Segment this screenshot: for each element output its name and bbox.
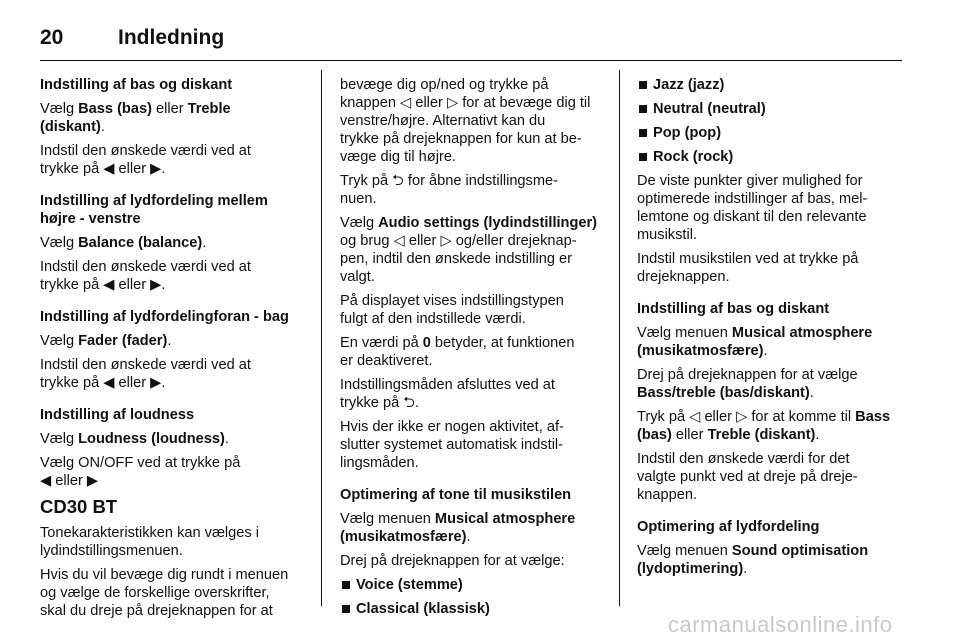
column-1 bbox=[40, 76, 302, 626]
text-line: Vælg menuen Musical atmosphere bbox=[637, 325, 873, 341]
text-line: Vælg Fader (fader). bbox=[40, 333, 172, 349]
column-2 bbox=[340, 76, 606, 624]
paragraph: bevæge dig op/ned og trykke på knappen ◁ eller ▷ for at bevæge dig til venstre/højre. Alternativt kan du trykke på drejeknappen for kun at be- væge dig til højre. bbox=[340, 77, 591, 165]
section-heading: Optimering af lydfordeling bbox=[637, 519, 820, 535]
section-heading: Optimering af tone til musikstilen bbox=[340, 487, 572, 503]
page-header bbox=[40, 18, 902, 58]
text-line: Vælg menuen Musical atmosphere bbox=[340, 511, 576, 527]
paragraph: Drej på drejeknappen for at vælge Bass/treble (bas/diskant). bbox=[637, 367, 858, 401]
section-title: CD30 BT bbox=[40, 496, 118, 517]
paragraph: En værdi på 0 betyder, at funktionen er deaktiveret. bbox=[340, 335, 575, 369]
section-heading: Indstilling af bas og diskant bbox=[637, 301, 830, 317]
paragraph: Tonekarakteristikken kan vælges i lydindstillingsmenuen. bbox=[40, 525, 260, 559]
chapter-title: Indledning bbox=[118, 26, 225, 49]
bullet-square-icon bbox=[639, 81, 647, 89]
paragraph: Indstil den ønskede værdi ved at trykke på ◀ eller ▶. bbox=[40, 143, 251, 177]
paragraph: Hvis der ikke er nogen aktivitet, af- slutter systemet automatisk indstil- lingsmåden. bbox=[340, 419, 564, 471]
list-item: Neutral (neutral) bbox=[637, 100, 905, 118]
section-heading: Indstilling af bas og diskant bbox=[40, 77, 233, 93]
paragraph: Indstil den ønskede værdi ved at trykke på ◀ eller ▶. bbox=[40, 259, 251, 293]
paragraph: Vælg ON/OFF ved at trykke på ◀ eller ▶ bbox=[40, 455, 241, 489]
paragraph: Tryk på ◁ eller ▷ for at komme til Bass (bas) eller Treble (diskant). bbox=[637, 409, 891, 443]
list-item: Pop (pop) bbox=[637, 124, 905, 142]
paragraph: Vælg Audio settings (lydindstillinger) og brug ◁ eller ▷ og/eller drejeknap- pen, indtil den ønskede indstilling er valgt. bbox=[340, 215, 598, 285]
text-line: Vælg menuen Sound optimisation bbox=[637, 543, 869, 559]
paragraph: Indstil den ønskede værdi ved at trykke på ◀ eller ▶. bbox=[40, 357, 251, 391]
header-divider bbox=[40, 60, 902, 61]
bullet-square-icon bbox=[639, 105, 647, 113]
section-heading: Indstilling af lydfordeling mellem højre - venstre bbox=[40, 193, 268, 227]
paragraph: Indstil den ønskede værdi for det valgte punkt ved at dreje på dreje- knappen. bbox=[637, 451, 858, 503]
bullet-square-icon bbox=[639, 153, 647, 161]
paragraph: Drej på drejeknappen for at vælge: bbox=[340, 553, 565, 569]
list-item: Jazz (jazz) bbox=[637, 76, 905, 94]
column-divider bbox=[619, 70, 620, 606]
section-heading: Indstilling af lydfordelingforan - bag bbox=[40, 309, 289, 325]
column-divider bbox=[321, 70, 322, 606]
watermark: carmanualsonline.info bbox=[668, 612, 893, 637]
paragraph: Indstil musikstilen ved at trykke på drejeknappen. bbox=[637, 251, 859, 285]
column-3 bbox=[637, 76, 905, 584]
paragraph: Tryk på ⮌ for åbne indstillingsme- nuen. bbox=[340, 173, 558, 207]
list-item: Classical (klassisk) bbox=[340, 600, 606, 618]
text-line: (musikatmosfære). bbox=[637, 343, 768, 359]
paragraph: De viste punkter giver mulighed for optimerede indstillinger af bas, mel- lemtone og diskant til den relevante musikstil. bbox=[637, 173, 868, 243]
text-line: (lydoptimering). bbox=[637, 561, 748, 577]
paragraph: Indstillingsmåden afsluttes ved at trykke på ⮌. bbox=[340, 377, 555, 411]
text-line: Vælg Bass (bas) eller Treble bbox=[40, 101, 231, 117]
bullet-square-icon bbox=[342, 605, 350, 613]
paragraph: På displayet vises indstillingstypen fulgt af den indstillede værdi. bbox=[340, 293, 564, 327]
text-line: Vælg Loudness (loudness). bbox=[40, 431, 229, 447]
list-item: Voice (stemme) bbox=[340, 576, 606, 594]
page-number: 20 bbox=[40, 26, 64, 49]
text-line: (musikatmosfære). bbox=[340, 529, 471, 545]
text-line: Vælg Balance (balance). bbox=[40, 235, 207, 251]
list-item: Rock (rock) bbox=[637, 148, 905, 166]
bullet-square-icon bbox=[639, 129, 647, 137]
text-line: (diskant). bbox=[40, 119, 105, 135]
paragraph: Hvis du vil bevæge dig rundt i menuen og vælge de forskellige overskrifter, skal du dreje på drejeknappen for at bbox=[40, 567, 289, 619]
bullet-square-icon bbox=[342, 581, 350, 589]
section-heading: Indstilling af loudness bbox=[40, 407, 195, 423]
